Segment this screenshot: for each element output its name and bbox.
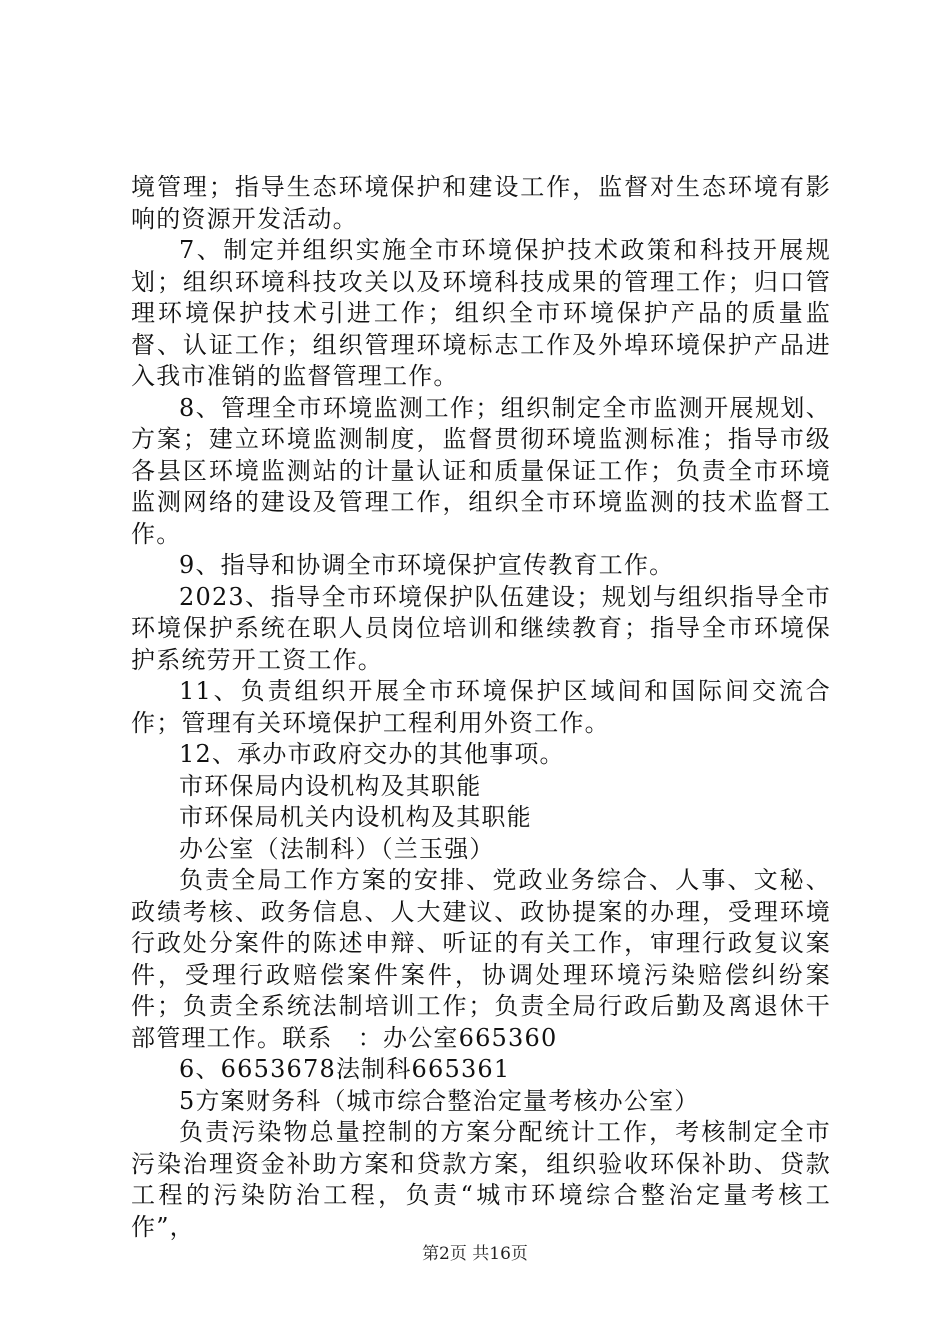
section-heading-1: 市环保局内设机构及其职能 (179, 771, 482, 800)
section-heading-3: 办公室（法制科）（兰玉强） (179, 834, 495, 863)
paragraph-2: 7、制定并组织实施全市环境保护技术政策和科技开展规划；组织环境科技攻关以及环境科技成果的管理工作；归口管理环境保护技术引进工作；组织全市环境保护产品的质量监督、认证工作；组织管理环境标志工作及外埠环境保护产品进入我市准销的监督管理工作。 (131, 236, 831, 390)
paragraph-9: 6、6653678法制科665361 (179, 1055, 511, 1083)
paragraph-3: 8、管理全市环境监测工作；组织制定全市监测开展规划、方案；建立环境监测制度，监督贯彻环境监测标准；指导市级各县区环境监测站的计量认证和质量保证工作；负责全市环境监测网络的建设及管理工作，组织全市环境监测的技术监督工作。 (131, 393, 831, 548)
paragraph-1: 境管理；指导生态环境保护和建设工作，监督对生态环境有影响的资源开发活动。 (131, 173, 831, 233)
paragraph-6: 11、负责组织开展全市环境保护区域间和国际间交流合作；管理有关环境保护工程利用外资工作。 (131, 677, 831, 737)
document-body (131, 172, 831, 1243)
paragraph-7: 12、承办市政府交办的其他事项。 (179, 740, 565, 768)
paragraph-8: 负责全局工作方案的安排、党政业务综合、人事、文秘、政绩考核、政务信息、人大建议、政协提案的办理，受理环境行政处分案件的陈述申辩、听证的有关工作，审理行政复议案件，受理行政赔偿案件案件，协调处理环境污染赔偿纠纷案件；负责全系统法制培训工作；负责全局行政后勤及离退休干部管理工作。联系 ：办公室665360 (131, 866, 831, 1052)
section-heading-4: 5方案财务科（城市综合整治定量考核办公室） (179, 1086, 700, 1115)
section-heading-2: 市环保局机关内设机构及其职能 (179, 803, 532, 831)
paragraph-10: 负责污染物总量控制的方案分配统计工作，考核制定全市污染治理资金补助方案和贷款方案，组织验收环保补助、贷款工程的污染防治工程，负责“城市环境综合整治定量考核工作”， (131, 1118, 831, 1241)
paragraph-5: 2023、指导全市环境保护队伍建设；规划与组织指导全市环境保护系统在职人员岗位培训和继续教育；指导全市环境保护系统劳开工资工作。 (131, 582, 831, 674)
page-footer: 第2页 共16页 (422, 1244, 528, 1264)
paragraph-4: 9、指导和协调全市环境保护宣传教育工作。 (179, 551, 675, 579)
